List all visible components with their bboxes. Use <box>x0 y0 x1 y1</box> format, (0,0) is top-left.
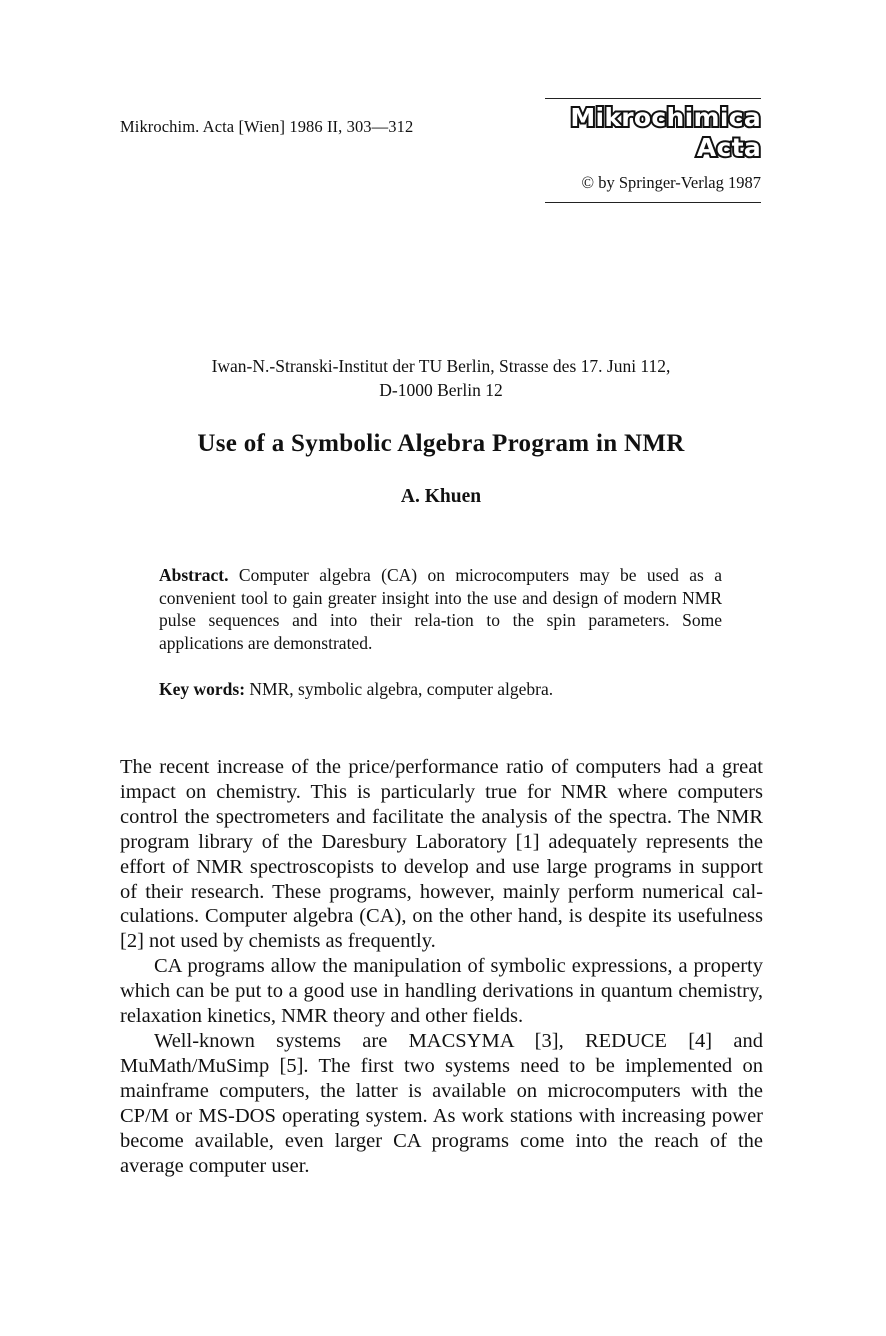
journal-citation: Mikrochim. Acta [Wien] 1986 II, 303—312 <box>120 117 414 136</box>
body-text <box>120 755 763 1178</box>
copyright-notice: © by Springer-Verlag 1987 <box>581 173 761 192</box>
affiliation <box>120 354 762 402</box>
affiliation-line-2: D-1000 Berlin 12 <box>379 380 503 400</box>
paper-title: Use of a Symbolic Algebra Program in NMR <box>197 430 685 457</box>
body-paragraph-1: The recent increase of the price/performance ratio of computers had a great impact on chemistry. This is particularly true for NMR where computers control the spectrometers and facilitate the analysis of the spectra. The NMR program library of the Daresbury Laboratory [1] adequately represents the effort of NMR spectroscopists to develop and use large programs in support of their research. These programs, however, mainly perform numerical calculations. Computer algebra (CA), on the other hand, is despite its usefulness [2] not used by chemists as frequently. <box>120 756 763 953</box>
bottom-rule <box>545 202 761 203</box>
abstract <box>159 564 722 654</box>
affiliation-line-1: Iwan-N.-Stranski-Institut der TU Berlin, Strasse des 17. Juni 112, <box>211 356 671 376</box>
journal-logo: Mikrochimica Acta <box>570 103 761 162</box>
journal-masthead <box>545 98 761 203</box>
top-rule <box>545 98 761 99</box>
abstract-text: Computer algebra (CA) on microcomputers may be used as a convenient tool to gain greater insight into the use and design of modern NMR pulse sequences and into their rela-tion to the spin parameters. Some applications are demonstrated. <box>159 565 723 653</box>
keywords-text: NMR, symbolic algebra, computer algebra. <box>249 679 554 699</box>
keywords-label: Key words: <box>159 679 246 699</box>
body-paragraph-2: CA programs allow the manipulation of symbolic expressions, a property which can be put to a good use in handling derivations in quantum chemistry, relaxation kinetics, NMR theory and other fields. <box>120 955 763 1028</box>
body-paragraph-3: Well-known systems are MACSYMA [3], REDUCE [4] and MuMath/MuSimp [5]. The first two systems need to be implemented on mainframe computers, the latter is available on microcomputers with the CP/M or MS-DOS operating system. As work stations with increasing power become available, even larger CA programs come into the reach of the average computer user. <box>120 1029 763 1177</box>
keywords <box>159 679 722 700</box>
author-name: A. Khuen <box>400 486 482 507</box>
abstract-label: Abstract. <box>159 565 229 585</box>
